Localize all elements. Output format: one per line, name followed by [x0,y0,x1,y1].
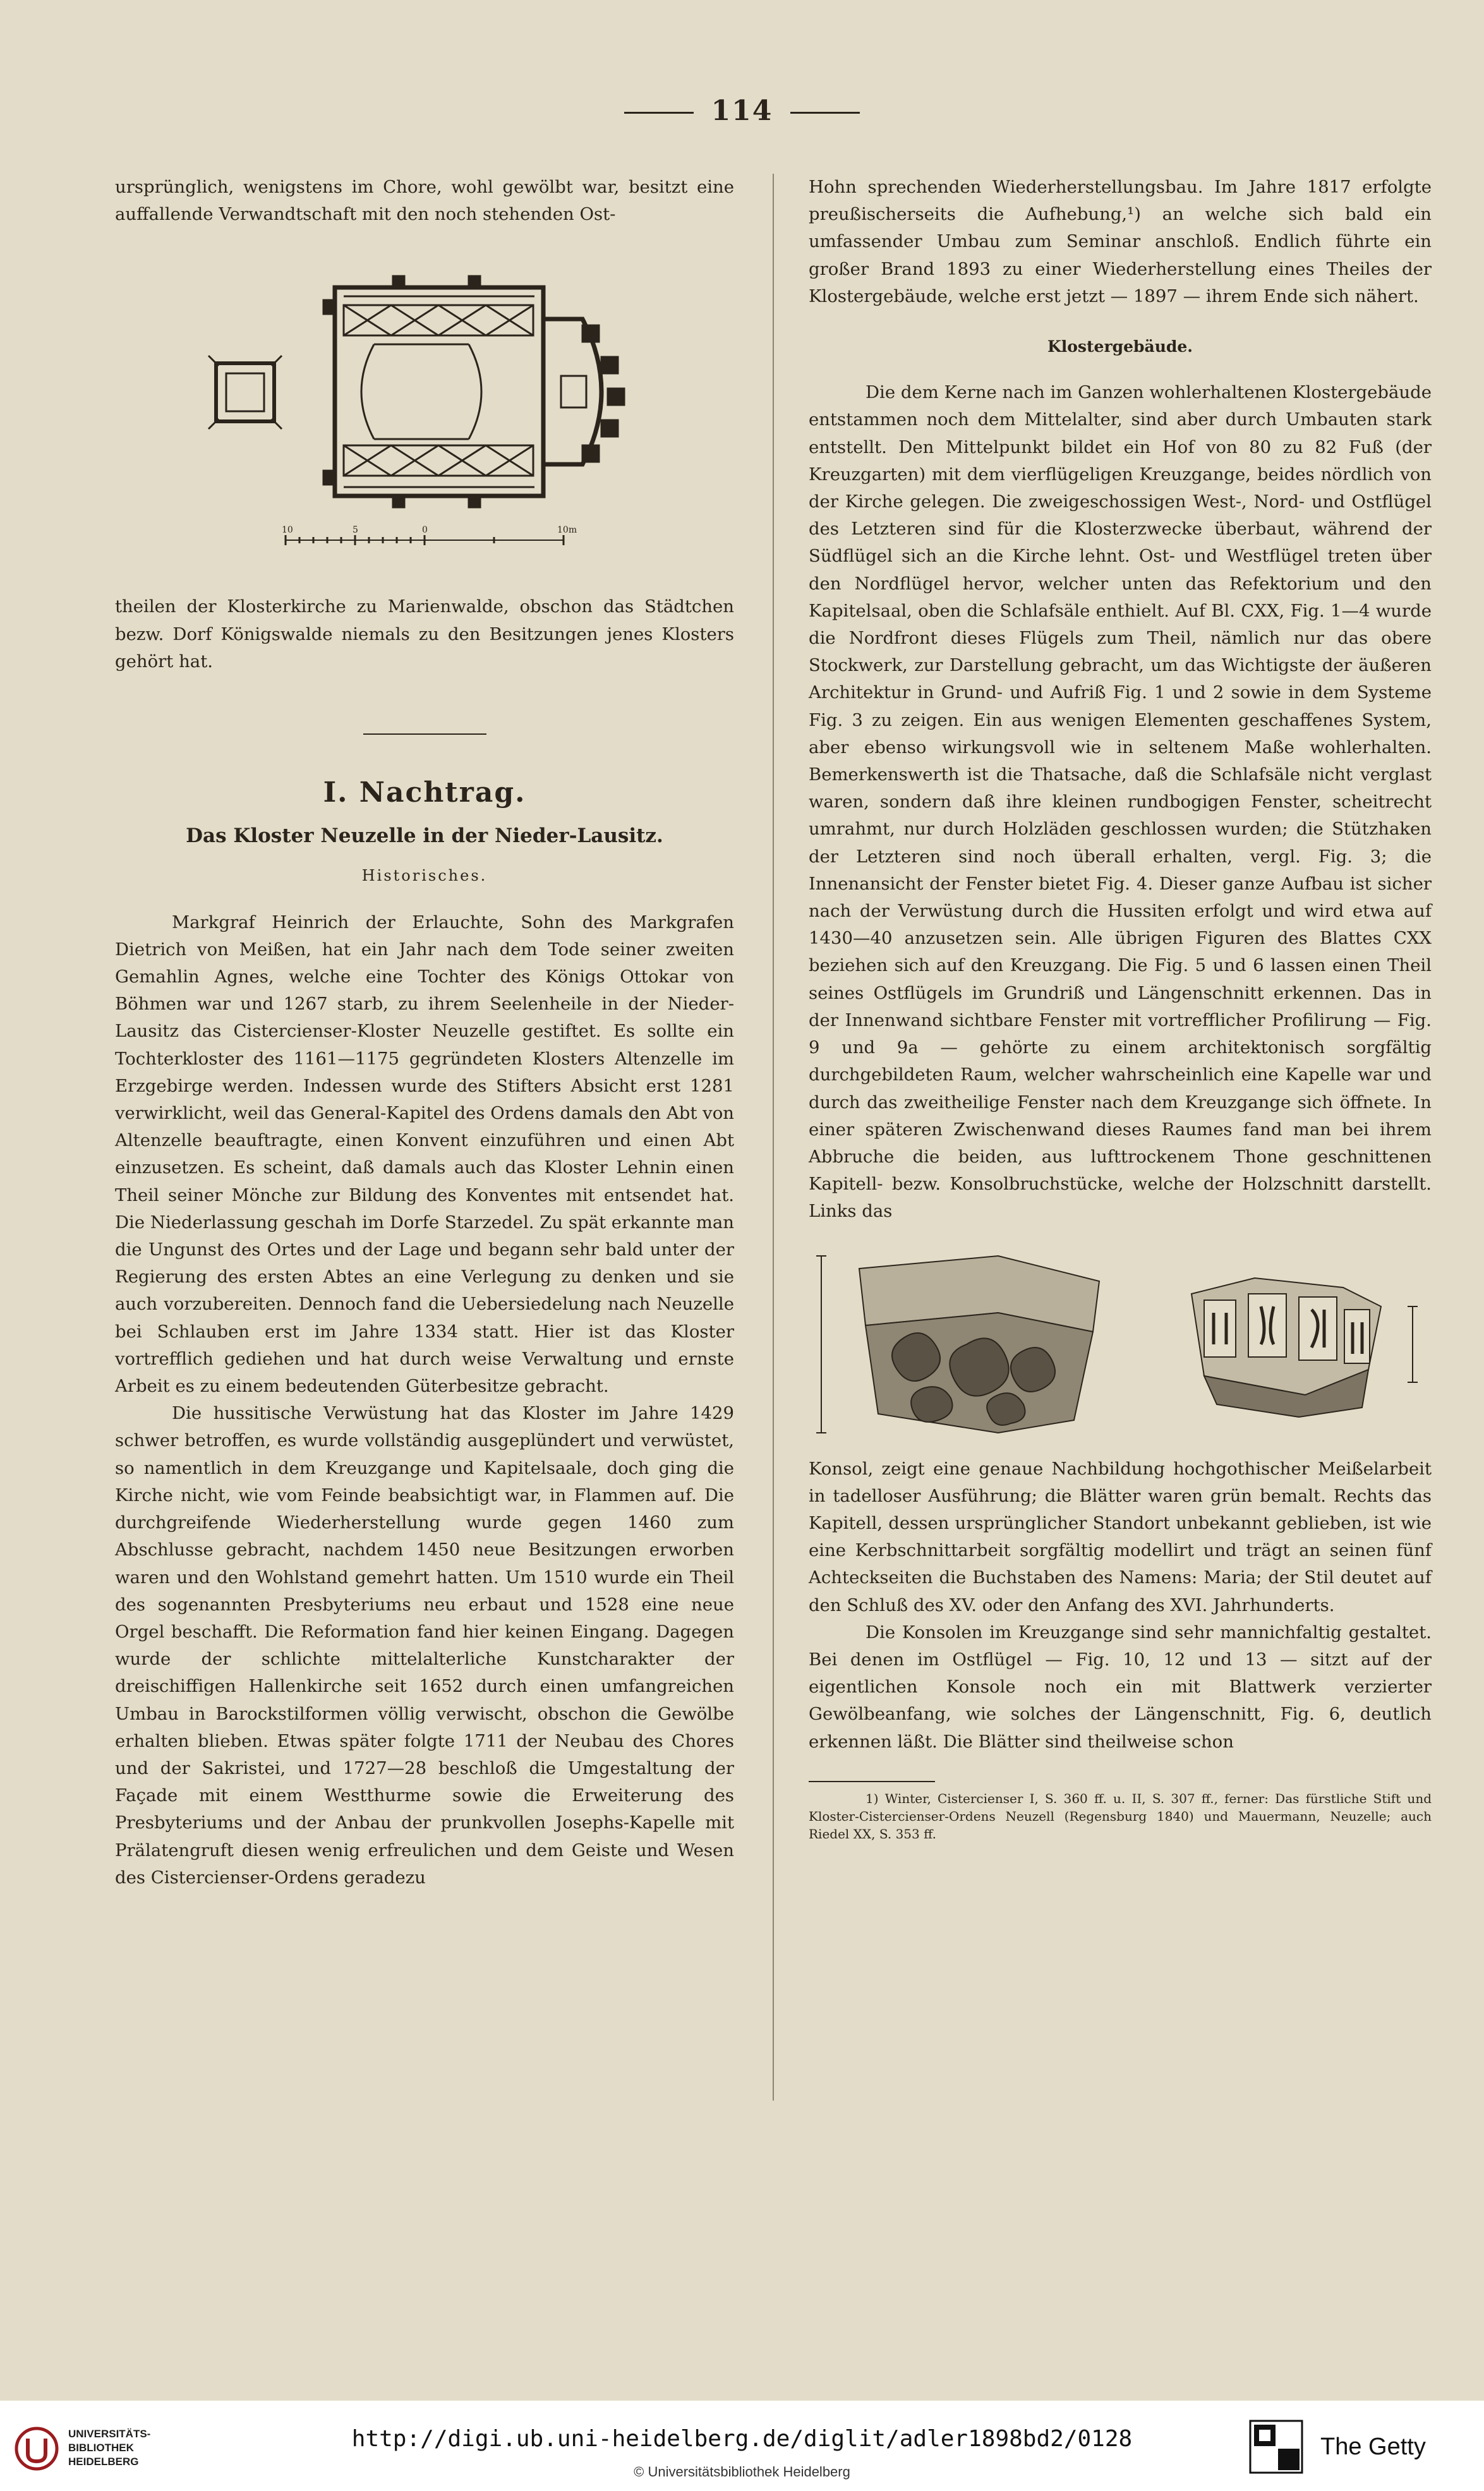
viewer-footer [0,2401,1484,2491]
section-divider [363,733,486,735]
permalink[interactable]: http://digi.ub.uni-heidelberg.de/diglit/adler1898bd2/0128 [351,2426,1133,2452]
subsection-heading: Klostergebäude. [1047,337,1193,356]
scale-label: 5 [353,525,358,536]
section-title: I. Nachtrag. [323,776,526,809]
paragraph: Die Konsolen im Kreuzgange sind sehr mannichfaltig gestaltet. Bei denen im Ostflügel — Fig. 10, 12 und 13 — sitzt auf der eigentlichen Konsole noch ein mit Blattwerk verzierter Gewölbeanfang, wie solches der Längenschnitt, Fig. 6, deutlich erkennen läßt. Die Blätter sind theilweise schon [809,1622,1432,1752]
page-number: 114 [0,95,1484,127]
scale-label: 0 [422,525,428,536]
column-divider [773,174,774,2101]
paragraph: Hohn sprechenden Wiederherstellungsbau. Im Jahre 1817 erfolgte preußischerseits die Aufhebung,¹) an welche sich bald ein umfassender Umbau zum Seminar anschloß. Endlich führte ein großer Brand 1893 zu einer Wiederherstellung eines Theiles der Klostergebäude, welche erst jetzt — 1897 — ihrem Ende sich nähert. [809,177,1432,306]
paragraph: ursprünglich, wenigstens im Chore, wohl gewölbt war, besitzt eine auffallende Verwandtschaft mit den noch stehenden Ost- [115,177,734,225]
church-floor-plan-figure [203,243,646,572]
scale-label: 10m [557,525,577,536]
page-number-dash-right [790,112,860,114]
small-heading: Historisches. [361,867,488,885]
paragraph: theilen der Klosterkirche zu Marienwalde, obschon das Städtchen bezw. Dorf Königswalde niemals zu den Besitzungen jenes Klosters gehört hat. [115,596,734,672]
paragraph: Markgraf Heinrich der Erlauchte, Sohn des Markgrafen Dietrich von Meißen, hat ein Jahr nach dem Tode seiner zweiten Gemahlin Agnes, welche eine Tochter des Königs Ottokar von Böhmen war und 1267 starb, zu ihrem Seelenheile in der Nieder-Lausitz das Cistercienser-Kloster Neuzelle gestiftet. Es sollte ein Tochterkloster des 1161—1175 gegründeten Klosters Altenzelle im Erzgebirge werden. Indessen wurde des Stifters Absicht erst 1281 verwirklicht, weil das General-Kapitel des Ordens damals den Abt von Altenzelle beauftragte, einen Konvent einzuführen und einen Abt einzusetzen. Es scheint, daß damals auch das Kloster Lehnin einen Theil seiner Mönche zur Bildung des Konventes mit entsendet hat. Die Niederlassung geschah im Dorfe Starzedel. Zu spät erkannte man die Ungunst des Ortes und der Lage und begann sehr bald unter der Regierung des ersten Abtes an eine Verlegung zu denken und sie auch vorzubereiten. Dennoch fand die Uebersiedelung nach Neuzelle bei Schlauben erst im Jahre 1334 statt. Hier ist das Kloster vortrefflich gediehen und hat durch weise Verwaltung und ernste Arbeit es zu einem bedeutenden Güterbesitze gebracht. [115,912,734,1397]
footnote-rule [809,1781,935,1782]
article-title: Das Kloster Neuzelle in der Nieder-Lausitz. [186,824,663,848]
left-column [115,174,734,1891]
paragraph: Die dem Kerne nach im Ganzen wohlerhaltenen Klostergebäude entstammen noch dem Mittelalter, sind aber durch Umbauten stark entstellt. Den Mittelpunkt bildet ein Hof von 80 zu 82 Fuß (der Kreuzgarten) mit dem vierflügeligen Kreuzgange, beides nördlich von der Kirche gelegen. Die zweigeschossigen West-, Nord- und Ostflügel des Letzteren sind für die Klosterzwecke überbaut, während der Südflügel sich an die Kirche lehnt. Ost- und Westflügel treten über den Nordflügel hervor, welcher unten das Refektorium und den Kapitelsaal, oben die Schlafsäle enthielt. Auf Bl. CXX, Fig. 1—4 wurde die Nordfront dieses Flügels zum Theil, nämlich nur das obere Stockwerk, zur Darstellung gebracht, um das Wichtigste der äußeren Architektur in Grund- und Aufriß Fig. 1 und 2 sowie in dem Systeme Fig. 3 zu zeigen. Ein aus wenigen Elementen geschaffenes System, aber ebenso wirkungsvoll wie in seltenem Maße wohlerhalten. Bemerkenswerth ist die Thatsache, daß die Schlafsäle nicht verglast waren, sondern daß ihre kleinen rundbogigen Fenster, scheitrecht umrahmt, nur durch Holzläden geschlossen wurden; die Stützhaken der Letzteren sind noch überall erhalten, vergl. Fig. 3; die Innenansicht der Fenster bietet Fig. 4. Dieser ganze Aufbau ist sicher nach der Verwüstung durch die Hussiten erfolgt und wird etwa auf 1430—40 anzusetzen sein. Alle übrigen Figuren des Blattes CXX beziehen sich auf den Kreuzgang. Die Fig. 5 und 6 lassen einen Theil seines Ostflügels im Grundriß und Längenschnitt erkennen. Das in der Innenwand sichtbare Fenster mit vortrefflicher Profilirung — Fig. 9 und 9a — gehörte zu einem architektonisch sorgfältig durchgebildeten Raum, welcher wahrscheinlich eine Kapelle war und durch das zweitheilige Fenster nach dem Kreuzgange sich öffnete. In einer späteren Zwischenwand dieses Raumes fand man bei ihrem Abbruche die beiden, aus lufttrockenem Thone geschnittenen Kapitell- bezw. Konsolbruchstücke, welche der Holzschnitt darstellt. Links das [809,382,1432,1222]
getty-label: The Getty [1320,2434,1426,2460]
console-fragment-illustration [809,1243,1137,1445]
copyright-notice: © Universitätsbibliothek Heidelberg [634,2464,850,2480]
woodcut-figures [809,1237,1432,1452]
scale-label: 10 [282,525,293,536]
page-number-dash-left [624,112,694,114]
capital-fragment-illustration [1179,1269,1432,1420]
library-name: UNIVERSITÄTS- BIBLIOTHEK HEIDELBERG [68,2428,151,2468]
footnote: 1) Winter, Cistercienser I, S. 360 ff. u. II, S. 307 ff., ferner: Das fürstliche Stift und Kloster-Cistercienser-Ordens Neuzell (Regensburg 1840) und Mauermann, Neuzelle; auch Riedel XX, S. 353 ff. [809,1790,1432,1842]
paragraph: Konsol, zeigt eine genaue Nachbildung hochgothischer Meißelarbeit in tadelloser Ausführung; die Blätter waren grün bemalt. Rechts das Kapitell, dessen ursprünglicher Standort unbekannt geblieben, ist wie eine Kerbschnittarbeit sorgfältig modellirt und trägt an seinen fünf Achteckseiten die Buchstaben des Namens: Maria; der Stil deutet auf den Schluß des XV. oder den Anfang des XVI. Jahrhunderts. [809,1458,1432,1615]
paragraph: Die hussitische Verwüstung hat das Kloster im Jahre 1429 schwer betroffen, es wurde vollständig ausgeplündert und verwüstet, so namentlich in dem Kreuzgange und Kapitelsaale, doch ging die Kirche nicht, wie vom Feinde beabsichtigt war, in Flammen auf. Die durchgreifende Wiederherstellung wurde gegen 1460 zum Abschlusse gebracht, nachdem 1450 neue Besitzungen erworben waren und den Wohlstand gemehrt hatten. Um 1510 wurde ein Theil des sogenannten Presbyteriums neu erbaut und 1528 eine neue Orgel beschafft. Die Reformation fand hier keinen Eingang. Dagegen wurde der schlichte mittelalterliche Kunstcharakter der dreischiffigen Hallenkirche seit 1652 durch einen umfangreichen Umbau in Barockstilformen völlig verwischt, obschon die Gewölbe erhalten blieben. Etwas später folgte 1711 der Neubau des Chores und der Sakristei, und 1727—28 beschloß die Umgestaltung der Façade mit einem Westthurme sowie die Erweiterung des Presbyteriums und der Anbau der prunkvollen Josephs-Kapelle mit Prälatengruft diesen wenig erfreulichen und dem Geiste und Wesen des Cistercienser-Ordens geradezu [115,1403,734,1888]
right-column [809,174,1432,1843]
getty-logo-icon [1248,2418,1305,2475]
